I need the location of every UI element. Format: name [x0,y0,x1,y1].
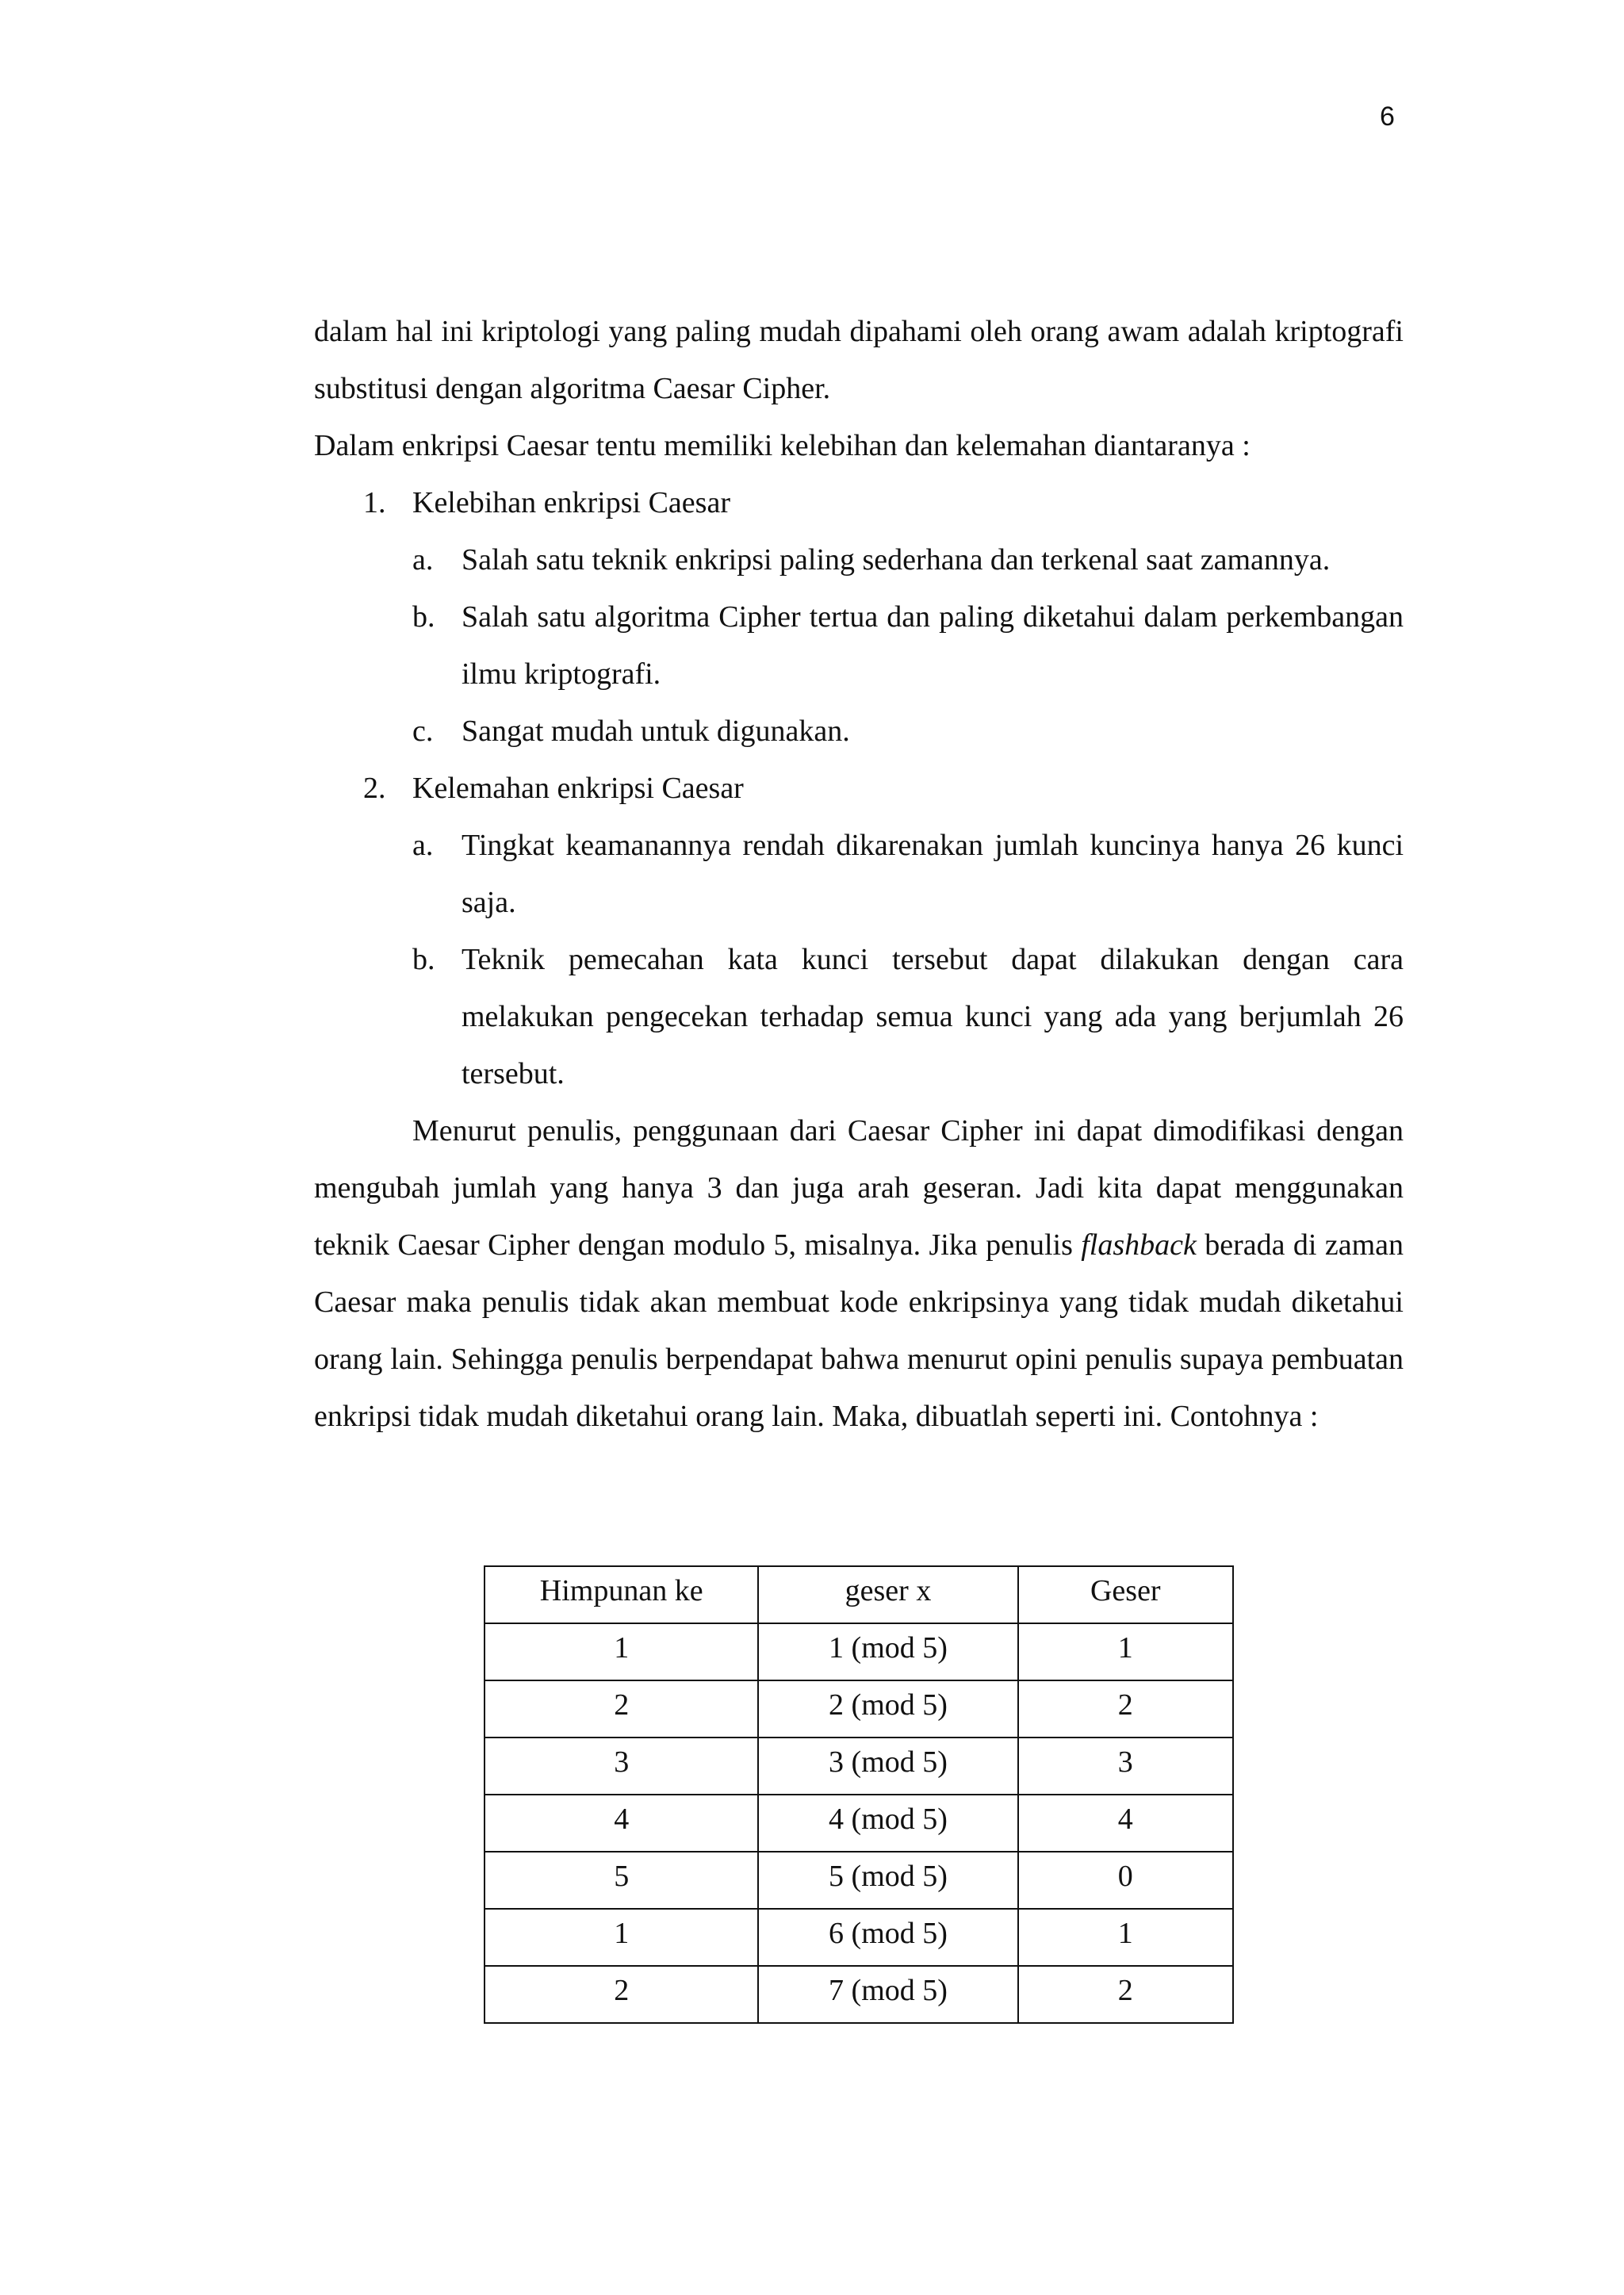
document-body [314,303,1404,1445]
sub-list-letter: a. [412,543,434,577]
sub-list-text: Tingkat keamanannya rendah dikarenakan jumlah kuncinya hanya 26 kunci saja. [462,829,1404,919]
sub-list-letter: b. [412,943,435,976]
sub-list-item [314,703,1404,760]
table-header-row [485,1566,1233,1623]
table-cell: 1 [485,1909,758,1966]
table-cell: 4 (mod 5) [758,1795,1017,1852]
sub-list-text: Teknik pemecahan kata kunci tersebut dapat dilakukan dengan cara melakukan pengecekan terhadap semua kunci yang ada yang berjumlah 26 tersebut. [462,943,1404,1090]
table-cell: 3 [1018,1738,1233,1795]
paragraph-opinion-part2: berada di zaman Caesar maka penulis tidak akan membuat kode enkripsinya yang tidak mudah diketahui orang lain. Sehingga penulis berpendapat bahwa menurut opini penulis supaya pembuatan enkripsi tidak mudah diketahui orang lain. Maka, dibuatlah seperti ini. Contohnya : [314,1228,1404,1433]
paragraph-opinion-part1: Menurut penulis, penggunaan dari Caesar Cipher ini dapat dimodifikasi dengan mengubah jumlah yang hanya 3 dan juga arah geseran. Jadi kita dapat menggunakan teknik Caesar Cipher dengan modulo 5, misalnya. Jika penulis [314,1114,1404,1262]
table-cell: 0 [1018,1852,1233,1909]
sub-list [412,531,1404,760]
sub-list-text: Sangat mudah untuk digunakan. [462,715,850,748]
table-row [485,1738,1233,1795]
table-cell: 4 [1018,1795,1233,1852]
mod-shift-table [484,1565,1234,2024]
paragraph-list-intro: Dalam enkripsi Caesar tentu memiliki kelebihan dan kelemahan diantaranya : [314,429,1251,462]
sub-list-text: Salah satu algoritma Cipher tertua dan paling diketahui dalam perkembangan ilmu kriptografi. [462,600,1404,691]
page-number: 6 [1380,102,1395,132]
italic-term: flashback [1081,1228,1197,1262]
table-row [485,1623,1233,1680]
table-cell: 2 [1018,1966,1233,2023]
table-cell: 5 [485,1852,758,1909]
header-geser-x: geser x [758,1566,1017,1623]
sub-list-letter: c. [412,715,434,748]
table-cell: 2 [485,1966,758,2023]
table-cell: 2 [485,1680,758,1738]
list-item-kelebihan [314,474,1404,760]
table-cell: 1 [1018,1909,1233,1966]
table-cell: 3 [485,1738,758,1795]
table-row [485,1966,1233,2023]
numbered-list [314,474,1404,1102]
table-cell: 1 [485,1623,758,1680]
table-cell: 5 (mod 5) [758,1852,1017,1909]
list-number: 1. [363,486,386,519]
table-row [485,1909,1233,1966]
table-cell: 4 [485,1795,758,1852]
sub-list-item [314,588,1404,703]
table-cell: 2 [1018,1680,1233,1738]
table-cell: 1 [1018,1623,1233,1680]
table-cell: 2 (mod 5) [758,1680,1017,1738]
sub-list-letter: b. [412,600,435,634]
list-item-kelemahan [314,760,1404,1102]
sub-list-letter: a. [412,829,434,862]
table-cell: 1 (mod 5) [758,1623,1017,1680]
header-himpunan: Himpunan ke [485,1566,758,1623]
list-number: 2. [363,772,386,805]
sub-list-item [314,931,1404,1102]
sub-list-item [314,531,1404,588]
paragraph-opinion [314,1102,1404,1445]
list-title: Kelemahan enkripsi Caesar [412,772,744,805]
list-title: Kelebihan enkripsi Caesar [412,486,730,519]
sub-list [412,817,1404,1102]
header-geser: Geser [1018,1566,1233,1623]
table-row [485,1795,1233,1852]
table-cell: 7 (mod 5) [758,1966,1017,2023]
table-cell: 6 (mod 5) [758,1909,1017,1966]
sub-list-text: Salah satu teknik enkripsi paling sederhana dan terkenal saat zamannya. [462,543,1331,577]
table-row [485,1680,1233,1738]
paragraph-intro: dalam hal ini kriptologi yang paling mudah dipahami oleh orang awam adalah kriptografi substitusi dengan algoritma Caesar Cipher. [314,315,1404,405]
table-row [485,1852,1233,1909]
table-cell: 3 (mod 5) [758,1738,1017,1795]
sub-list-item [314,817,1404,931]
